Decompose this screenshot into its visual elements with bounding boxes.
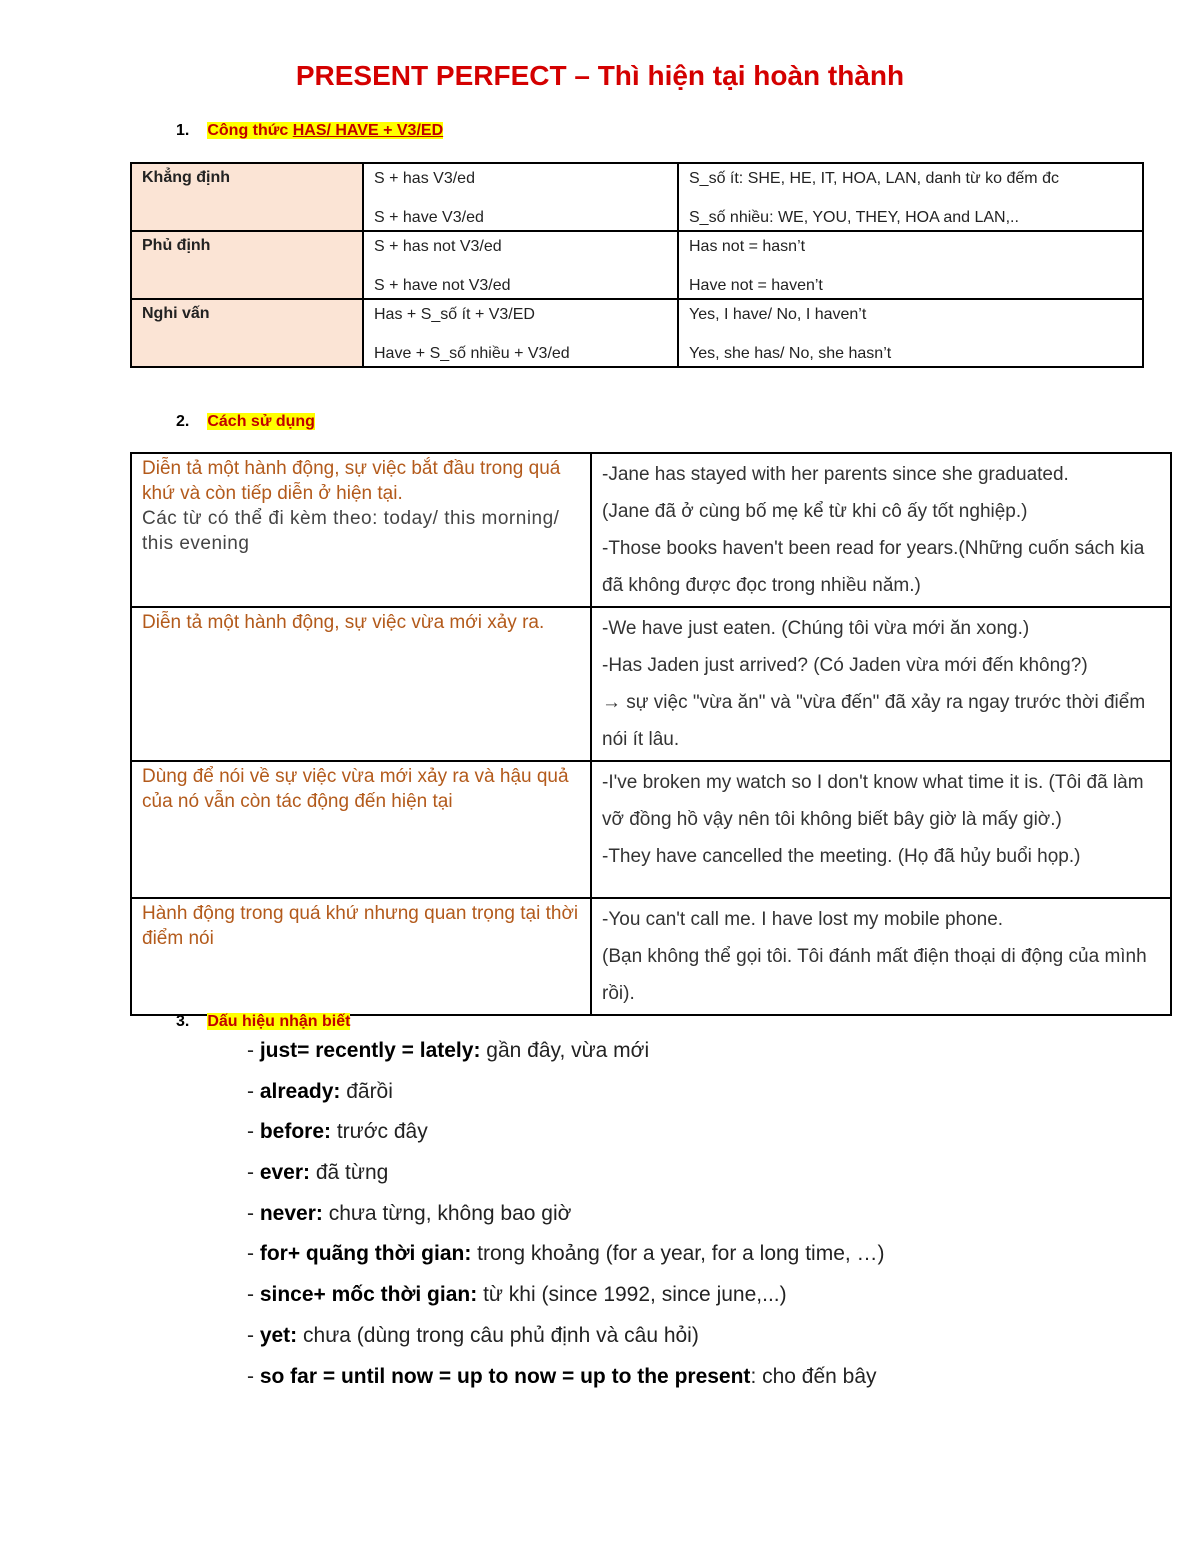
usage-table (130, 452, 1172, 1016)
table-cell: Yes, I have/ No, I haven’t Yes, she has/ No, she hasn’t (678, 299, 1143, 367)
list-item: - just= recently = lately: gần đây, vừa mới (247, 1039, 650, 1062)
section-number: 1. (176, 122, 190, 139)
table-cell: Has not = hasn’t Have not = haven’t (678, 231, 1143, 299)
table-cell: S + has not V3/ed S + have not V3/ed (363, 231, 678, 299)
example-cell: -I've broken my watch so I don't know what time it is. (Tôi đã làm vỡ đồng hồ vậy nên tôi không biết bây giờ là mấy giờ.) -They have cancelled the meeting. (Họ đã hủy buổi họp.) (591, 761, 1171, 898)
list-item: - since+ mốc thời gian: từ khi (since 1992, since june,...) (247, 1283, 787, 1307)
list-item: - already: đãrồi (247, 1079, 393, 1103)
example-cell: -We have just eaten. (Chúng tôi vừa mới ăn xong.) -Has Jaden just arrived? (Có Jaden vừa mới đến không?) → sự việc "vừa ăn" và "vừa đến" đã xảy ra ngay trước thời điểm nói ít lâu. (591, 607, 1171, 761)
table-cell: S + has V3/ed S + have V3/ed (363, 163, 678, 231)
table-row (131, 607, 1171, 761)
table-row (131, 299, 1143, 367)
list-item: - never: chưa từng, không bao giờ (247, 1201, 572, 1225)
section-label: Cách sử dụng (207, 413, 315, 430)
table-row (131, 761, 1171, 898)
section-number: 2. (176, 413, 190, 430)
example-cell: -You can't call me. I have lost my mobile phone. (Bạn không thể gọi tôi. Tôi đánh mất điện thoại di động của mình rồi). (591, 898, 1171, 1015)
table-row (131, 231, 1143, 299)
list-item: - yet: chưa (dùng trong câu phủ định và câu hỏi) (247, 1323, 699, 1347)
example-cell: -Jane has stayed with her parents since she graduated. (Jane đã ở cùng bố mẹ kể từ khi cô ấy tốt nghiệp.) -Those books haven't been read for years.(Những cuốn sách kia đã không được đọc trong nhiều năm.) (591, 453, 1171, 607)
section-heading-usage (176, 413, 315, 431)
signs-list (247, 1036, 885, 1402)
table-cell: Has + S_số ít + V3/ED Have + S_số nhiều + V3/ed (363, 299, 678, 367)
usage-cell: Hành động trong quá khứ nhưng quan trọng tại thời điểm nói (131, 898, 591, 1015)
section-heading-signs (176, 1013, 350, 1031)
row-label: Phủ định (131, 231, 363, 299)
usage-cell: Dùng để nói về sự việc vừa mới xảy ra và hậu quả của nó vẫn còn tác động đến hiện tại (131, 761, 591, 898)
table-row (131, 898, 1171, 1015)
list-item: - for+ quãng thời gian: trong khoảng (for a year, for a long time, …) (247, 1242, 885, 1266)
row-label: Khẳng định (131, 163, 363, 231)
list-item: - so far = until now = up to now = up to the present: cho đến bây (247, 1364, 877, 1388)
usage-note: Các từ có thể đi kèm theo: today/ this morning/ this evening (142, 508, 560, 554)
formula-table (130, 162, 1144, 368)
table-row (131, 453, 1171, 607)
list-item: - ever: đã từng (247, 1161, 389, 1185)
section-label: Dấu hiệu nhận biết (207, 1013, 351, 1030)
table-row (131, 163, 1143, 231)
usage-cell: Diễn tả một hành động, sự việc vừa mới xảy ra. (131, 607, 591, 761)
usage-cell: Diễn tả một hành động, sự việc bắt đầu trong quá khứ và còn tiếp diễn ở hiện tại. Các từ có thể đi kèm theo: today/ this morning/ this evening (131, 453, 591, 607)
section-number: 3. (176, 1013, 190, 1030)
table-cell: S_số ít: SHE, HE, IT, HOA, LAN, danh từ ko đếm đc S_số nhiều: WE, YOU, THEY, HOA and LAN,.. (678, 163, 1143, 231)
list-item: - before: trước đây (247, 1120, 428, 1144)
page-title: PRESENT PERFECT – Thì hiện tại hoàn thành (295, 60, 905, 91)
row-label: Nghi vấn (131, 299, 363, 367)
section-heading-formula (176, 122, 443, 140)
section-label: Công thức HAS/ HAVE + V3/ED (207, 122, 444, 139)
formula-text: HAS/ HAVE + V3/ED (292, 122, 444, 139)
